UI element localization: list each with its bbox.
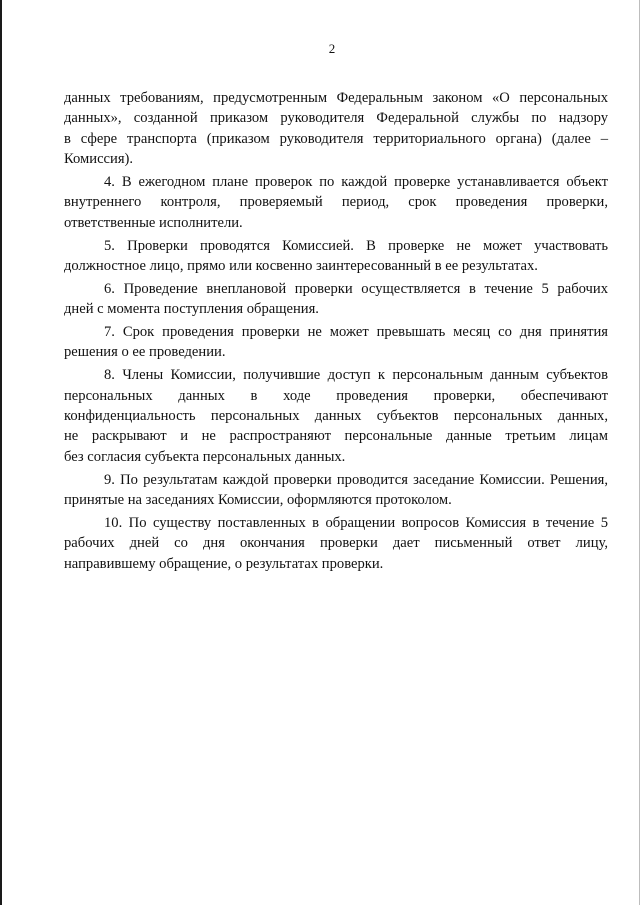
page-number: 2	[328, 41, 336, 56]
paragraph-item-8	[64, 365, 608, 467]
paragraph-item-9	[64, 470, 608, 511]
paragraph-item-6	[64, 279, 608, 320]
text-line: решения о ее проведении.	[64, 344, 226, 361]
text-line: 8. Члены Комиссии, получившие доступ к персональным данным субъектов	[104, 367, 608, 384]
text-line: 4. В ежегодном плане проверок по каждой проверке устанавливается объект	[104, 174, 608, 191]
paragraph-continuation	[64, 88, 608, 170]
paragraph-item-4	[64, 172, 608, 233]
text-line: 7. Срок проведения проверки не может превышать месяц со дня принятия	[104, 324, 608, 341]
text-line: направившему обращение, о результатах проверки.	[64, 555, 384, 572]
document-body	[64, 88, 608, 576]
text-line: 5. Проверки проводятся Комиссией. В проверке не может участвовать	[104, 237, 608, 254]
text-line: 10. По существу поставленных в обращении вопросов Комиссия в течение 5	[104, 514, 608, 531]
text-line: 9. По результатам каждой проверки проводится заседание Комиссии. Решения,	[104, 471, 608, 488]
paragraph-item-7	[64, 322, 608, 363]
text-line: рабочих дней со дня окончания проверки дает письменный ответ лицу,	[64, 535, 608, 552]
text-line: ответственные исполнители.	[64, 214, 243, 231]
paragraph-item-10	[64, 513, 608, 574]
text-line: персональных данных в ходе проведения проверки, обеспечивают	[64, 387, 608, 404]
text-line: конфиденциальность персональных данных субъектов персональных данных,	[64, 408, 608, 425]
text-line: дней с момента поступления обращения.	[64, 301, 319, 318]
text-line: данных», созданной приказом руководителя Федеральной службы по надзору	[64, 110, 608, 127]
text-line: 6. Проведение внеплановой проверки осуществляется в течение 5 рабочих	[104, 280, 608, 297]
text-line: без согласия субъекта персональных данных.	[64, 448, 346, 465]
text-line: должностное лицо, прямо или косвенно заинтересованный в ее результатах.	[64, 258, 538, 275]
text-line: данных требованиям, предусмотренным Федеральным законом «О персональных	[64, 90, 608, 106]
text-line: Комиссия).	[64, 151, 134, 168]
text-line: в сфере транспорта (приказом руководителя территориального органа) (далее –	[64, 130, 608, 147]
text-line: внутреннего контроля, проверяемый период, срок проведения проверки,	[64, 194, 608, 211]
paragraph-item-5	[64, 236, 608, 277]
text-line: принятые на заседаниях Комиссии, оформляются протоколом.	[64, 492, 452, 509]
text-line: не раскрывают и не распространяют персональные данные третьим лицам	[64, 428, 608, 445]
